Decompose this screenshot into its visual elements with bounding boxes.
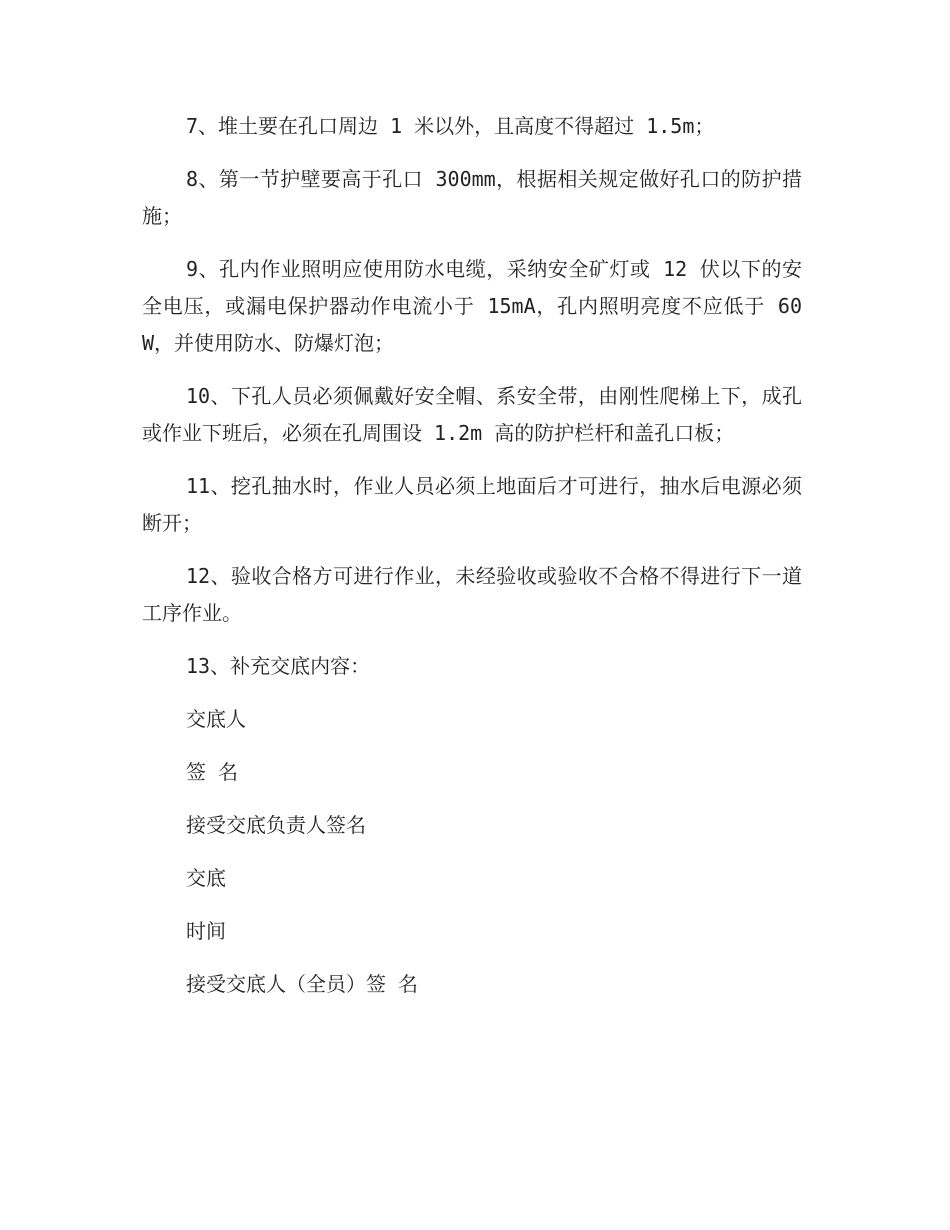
field-disclosing-person: 交底人 [186, 707, 246, 731]
clause-9: 9、孔内作业照明应使用防水电缆，采纳安全矿灯或 12 伏以下的安全电压，或漏电保护器动作电流小于 15mA，孔内照明亮度不应低于 60W，并使用防水、防爆灯泡； [142, 257, 802, 355]
clause-12: 12、验收合格方可进行作业，未经验收或验收不合格不得进行下一道工序作业。 [142, 564, 802, 625]
field-receiver-lead-signature: 接受交底负责人签名 [186, 813, 366, 837]
clause-7: 7、堆土要在孔口周边 1 米以外，且高度不得超过 1.5m； [186, 114, 715, 138]
clause-8: 8、第一节护壁要高于孔口 300mm，根据相关规定做好孔口的防护措施； [142, 167, 802, 228]
field-time: 时间 [186, 919, 226, 943]
field-signature: 签 名 [186, 760, 239, 784]
clause-13: 13、补充交底内容： [186, 654, 371, 678]
document-body [142, 108, 802, 1019]
field-all-receivers-signature: 接受交底人（全员）签 名 [186, 972, 419, 996]
clause-10: 10、下孔人员必须佩戴好安全帽、系安全带，由刚性爬梯上下，成孔或作业下班后，必须在孔周围设 1.2m 高的防护栏杆和盖孔口板； [142, 384, 802, 445]
field-disclosure: 交底 [186, 866, 226, 890]
clause-11: 11、挖孔抽水时，作业人员必须上地面后才可进行，抽水后电源必须断开； [142, 474, 802, 535]
